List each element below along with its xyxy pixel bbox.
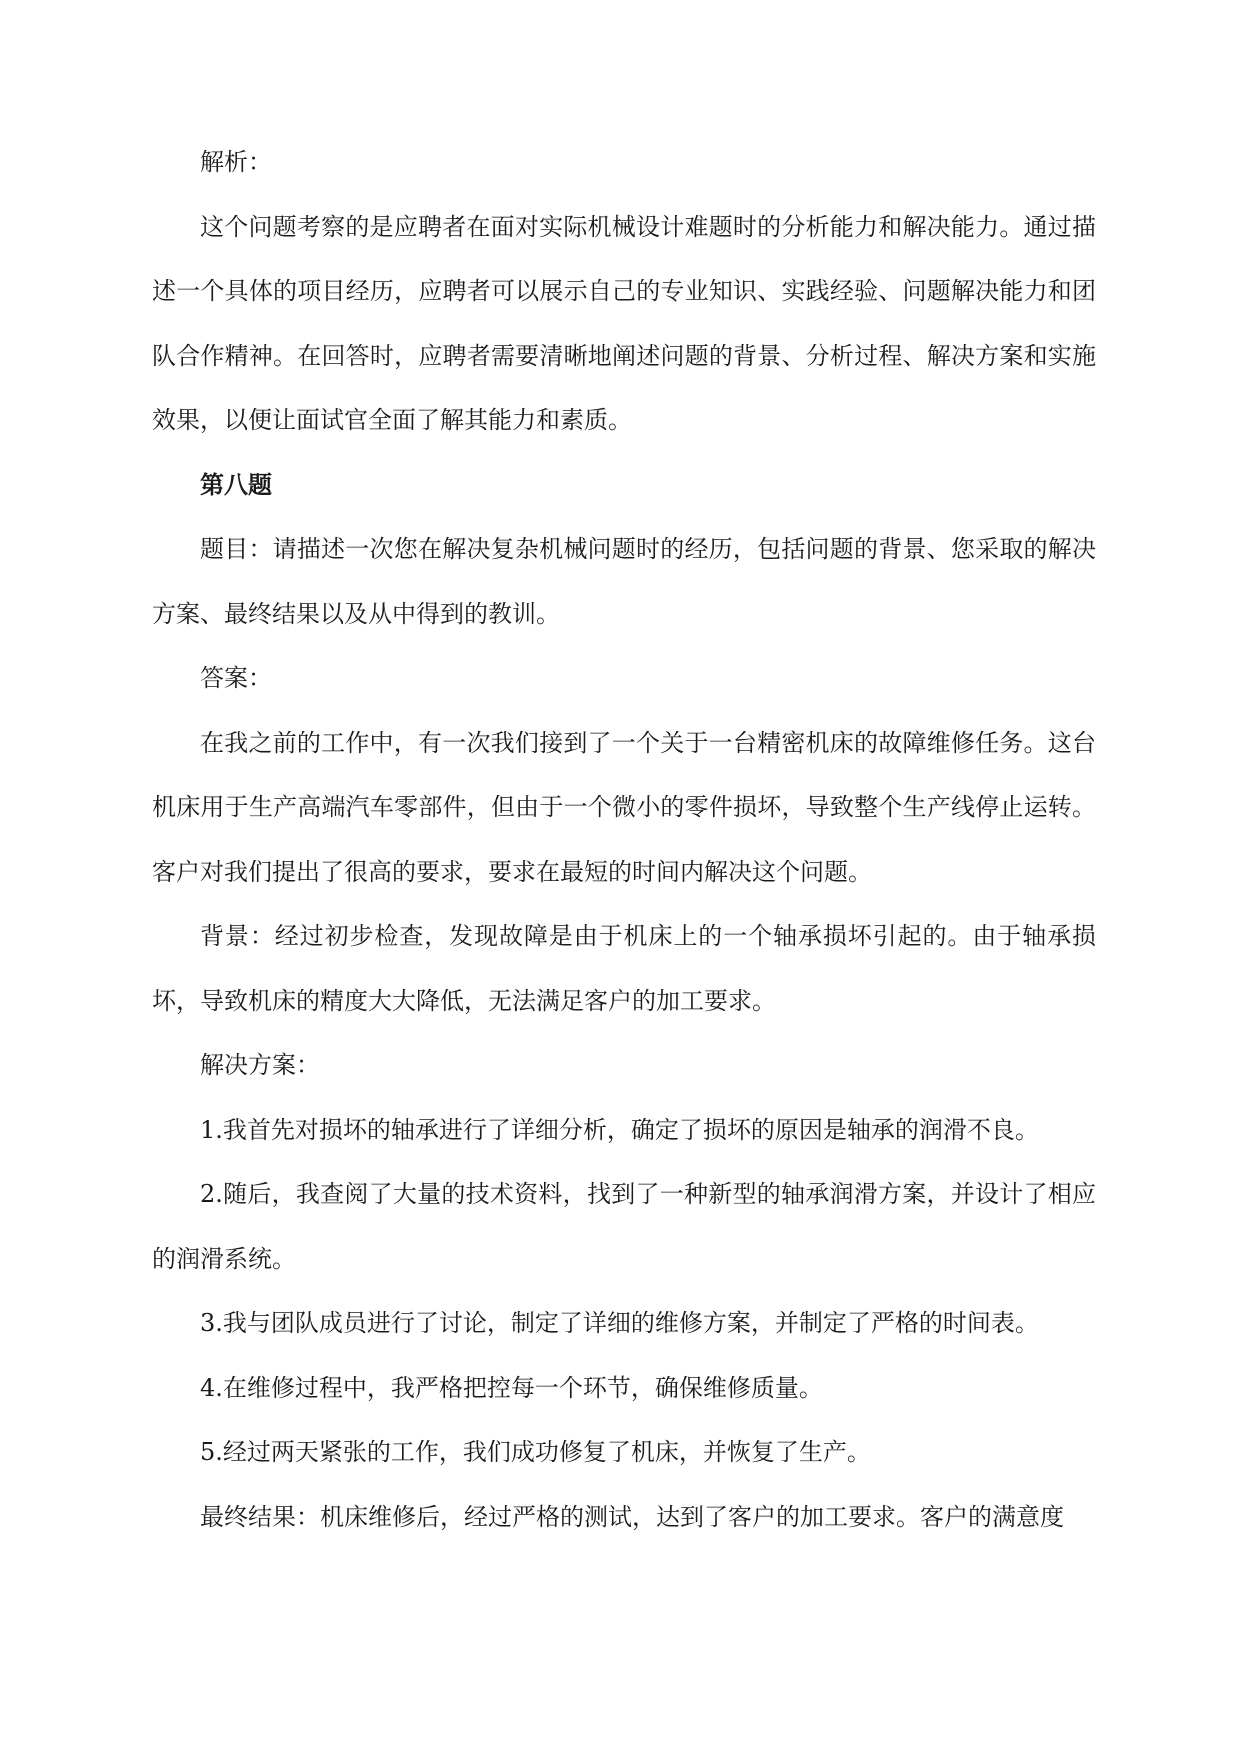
analysis-paragraph: 这个问题考察的是应聘者在面对实际机械设计难题时的分析能力和解决能力。通过描述一个具体的项目经历，应聘者可以展示自己的专业知识、实践经验、问题解决能力和团队合作精神。在回答时，应聘者需要清晰地阐述问题的背景、分析过程、解决方案和实施效果，以便让面试官全面了解其能力和素质。 [152,212,1096,434]
section-title: 第八题 [200,469,272,499]
solution-label: 解决方案： [200,1051,320,1079]
solution-step: 5.经过两天紧张的工作，我们成功修复了机床，并恢复了生产。 [200,1438,871,1466]
answer-label: 答案： [200,664,272,692]
answer-intro-paragraph: 在我之前的工作中，有一次我们接到了一个关于一台精密机床的故障维修任务。这台机床用于生产高端汽车零部件，但由于一个微小的零件损坏，导致整个生产线停止运转。客户对我们提出了很高的要求，要求在最短的时间内解决这个问题。 [152,728,1096,886]
background-paragraph: 背景：经过初步检查，发现故障是由于机床上的一个轴承损坏引起的。由于轴承损坏，导致机床的精度大大降低，无法满足客户的加工要求。 [152,922,1096,1015]
final-result-paragraph: 最终结果：机床维修后，经过严格的测试，达到了客户的加工要求。客户的满意度 [200,1502,1064,1531]
document-body [152,130,1096,1549]
analysis-label: 解析： [200,148,272,176]
solution-step: 3.我与团队成员进行了讨论，制定了详细的维修方案，并制定了严格的时间表。 [200,1309,1039,1337]
solution-step: 2.随后，我查阅了大量的技术资料，找到了一种新型的轴承润滑方案，并设计了相应的润滑系统。 [152,1180,1096,1273]
solution-step: 1.我首先对损坏的轴承进行了详细分析，确定了损坏的原因是轴承的润滑不良。 [200,1115,1039,1144]
question-paragraph: 题目：请描述一次您在解决复杂机械问题时的经历，包括问题的背景、您采取的解决方案、最终结果以及从中得到的教训。 [152,535,1096,628]
solution-step: 4.在维修过程中，我严格把控每一个环节，确保维修质量。 [200,1373,823,1402]
